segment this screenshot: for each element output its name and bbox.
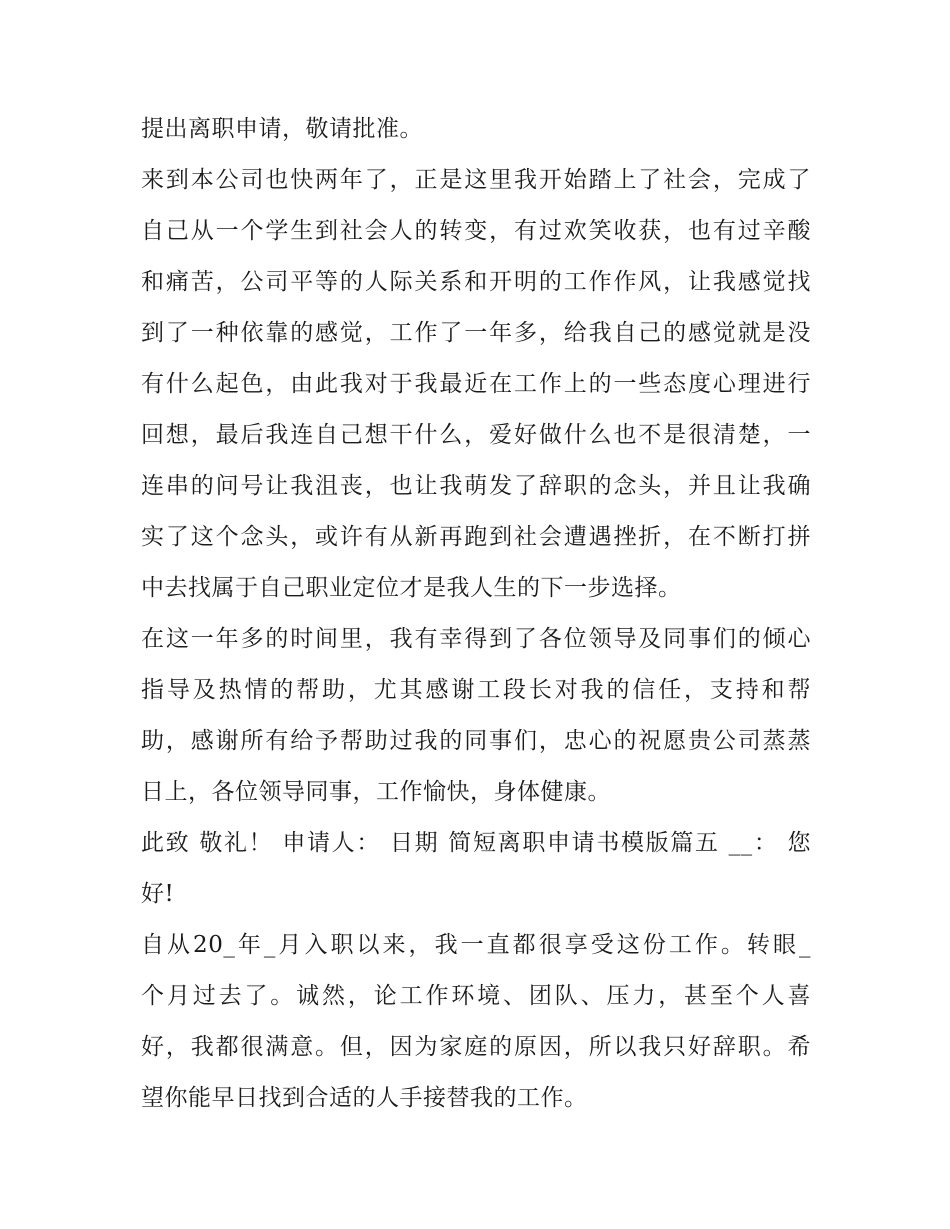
text-line: 和痛苦，公司平等的人际关系和开明的工作作风，让我感觉找 <box>141 269 811 295</box>
paragraph-gratitude <box>141 614 811 818</box>
text-line: 好! <box>141 881 175 907</box>
text-line: 自己从一个学生到社会人的转变，有过欢笑收获，也有过辛酸 <box>141 218 811 244</box>
text-line: 有什么起色，由此我对于我最近在工作上的一些态度心理进行 <box>141 371 811 397</box>
text-line: 个月过去了。诚然，论工作环境、团队、压力，甚至个人喜 <box>141 983 811 1009</box>
text-line: 此致 敬礼！ 申请人： 日期 简短离职申请书模版篇五 __： 您 <box>141 830 811 856</box>
text-line: 实了这个念头，或许有从新再跑到社会遭遇挫折，在不断打拼 <box>141 524 811 550</box>
paragraph-work-experience <box>141 155 811 614</box>
text-line: 回想，最后我连自己想干什么，爱好做什么也不是很清楚，一 <box>141 422 811 448</box>
text-line: 提出离职申请，敬请批准。 <box>141 116 423 142</box>
text-line: 中去找属于自己职业定位才是我人生的下一步选择。 <box>141 575 682 601</box>
text-line: 助，感谢所有给予帮助过我的同事们，忠心的祝愿贵公司蒸蒸 <box>141 728 811 754</box>
paragraph-closing-salutation <box>141 818 811 920</box>
paragraph-resignation-reason <box>141 920 811 1124</box>
text-line: 连串的问号让我沮丧，也让我萌发了辞职的念头，并且让我确 <box>141 473 811 499</box>
text-line: 自从20_年_月入职以来，我一直都很享受这份工作。转眼_ <box>141 932 811 958</box>
text-line: 到了一种依靠的感觉，工作了一年多，给我自己的感觉就是没 <box>141 320 811 346</box>
text-line: 在这一年多的时间里，我有幸得到了各位领导及同事们的倾心 <box>141 626 811 652</box>
text-line: 好，我都很满意。但，因为家庭的原因，所以我只好辞职。希 <box>141 1034 811 1060</box>
text-line: 指导及热情的帮助，尤其感谢工段长对我的信任，支持和帮 <box>141 677 811 703</box>
document-body <box>141 104 811 1124</box>
text-line: 望你能早日找到合适的人手接替我的工作。 <box>141 1085 588 1111</box>
text-line: 日上，各位领导同事，工作愉快，身体健康。 <box>141 779 611 805</box>
text-line: 来到本公司也快两年了，正是这里我开始踏上了社会，完成了 <box>141 167 811 193</box>
paragraph-request-approval <box>141 104 811 155</box>
